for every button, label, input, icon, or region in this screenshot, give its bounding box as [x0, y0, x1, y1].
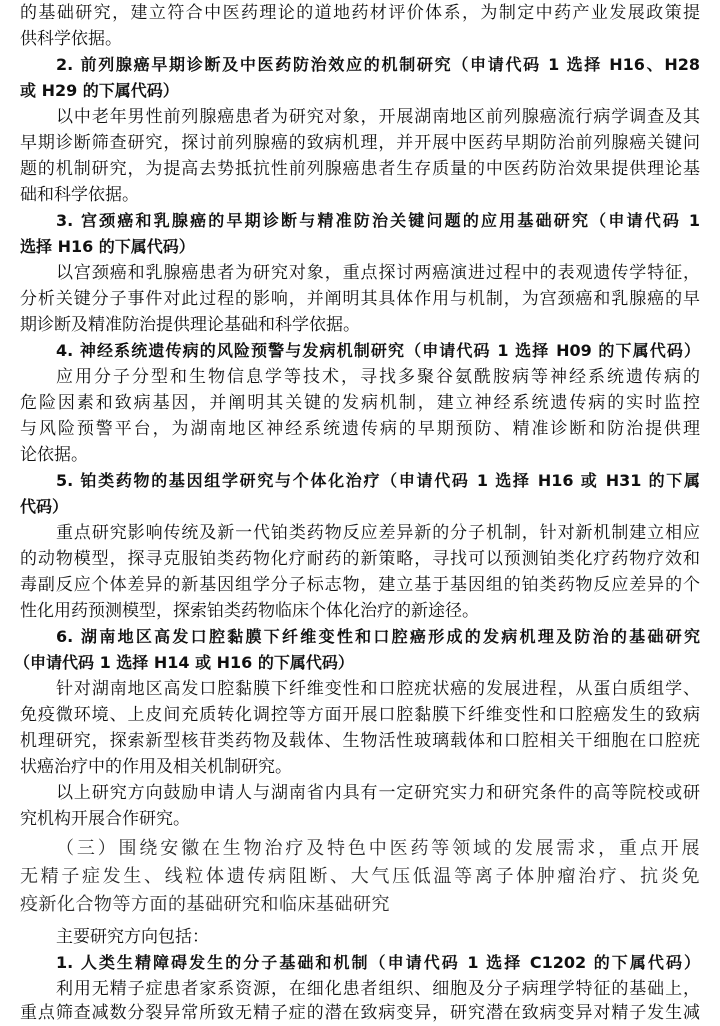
section-heading-2: 2. 前列腺癌早期诊断及中医药防治效应的机制研究（申请代码 1 选择 H16、H28: [56, 55, 700, 74]
section-three-heading-cont: 无精子症发生、线粒体遗传病阻断、大气压低温等离子体肿瘤治疗、抗炎免: [20, 866, 700, 887]
paragraph-line: 以中老年男性前列腺癌患者为研究对象，开展湖南地区前列腺癌流行病学调查及其: [56, 107, 700, 127]
paragraph-line: 以上研究方向鼓励申请人与湖南省内具有一定研究实力和研究条件的高等院校或研: [56, 783, 700, 803]
section-heading-5-cont: 代码）: [20, 497, 69, 516]
paragraph-line: 论依据。: [20, 445, 88, 465]
paragraph-line: 分析关键分子事件对此过程的影响，并阐明其具体作用与机制，为宫颈癌和乳腺癌的早: [20, 289, 700, 309]
paragraph-line: 早期诊断筛查研究，探讨前列腺癌的致病机理，并开展中医药早期防治前列腺癌关键问: [20, 133, 700, 153]
paragraph-line: 应用分子分型和生物信息学等技术，寻找多聚谷氨酰胺病等神经系统遗传病的: [56, 367, 700, 387]
paragraph-line: 题的机制研究，为提高去势抵抗性前列腺癌患者生存质量的中医药防治效果提供理论基: [20, 159, 700, 179]
paragraph-line: 的动物模型，探寻克服铂类药物化疗耐药的新策略，寻找可以预测铂类化疗药物疗效和: [20, 549, 700, 569]
paragraph-line: 机理研究，探索新型核苷类药物及载体、生物活性玻璃载体和口腔相关干细胞在口腔疣: [20, 731, 700, 751]
section-heading-6: 6. 湖南地区高发口腔黏膜下纤维变性和口腔癌形成的发病机理及防治的基础研究: [56, 627, 700, 646]
paragraph-line: 免疫微环境、上皮间充质转化调控等方面开展口腔黏膜下纤维变性和口腔癌发生的致病: [20, 705, 700, 725]
paragraph-line: 性化用药预测模型，探索铂类药物临床个体化治疗的新途径。: [20, 601, 479, 621]
paragraph-line: 础和科学依据。: [20, 185, 139, 205]
paragraph-line: 重点筛查减数分裂异常所致无精子症的潜在致病变异，研究潜在致病变异对精子发生减: [20, 1003, 700, 1023]
section-heading-2-cont: 或 H29 的下属代码）: [20, 81, 179, 100]
paragraph-line: 毒副反应个体差异的新基因组学分子标志物，建立基于基因组的铂类药物反应差异的个: [20, 575, 700, 595]
direction-heading-1: 1. 人类生精障碍发生的分子基础和机制（申请代码 1 选择 C1202 的下属代码）: [56, 953, 700, 972]
section-heading-3: 3. 宫颈癌和乳腺癌的早期诊断与精准防治关键问题的应用基础研究（申请代码 1: [56, 211, 700, 230]
paragraph-line: 与风险预警平台，为湖南地区神经系统遗传病的早期预防、精准诊断和防治提供理: [20, 419, 700, 439]
section-three-heading: （三）围绕安徽在生物治疗及特色中医药等领域的发展需求，重点开展: [56, 838, 700, 859]
paragraph-line: 危险因素和致病基因，并阐明其关键的发病机制，建立神经系统遗传病的实时监控: [20, 393, 700, 413]
paragraph-line: 的基础研究，建立符合中医药理论的道地药材评价体系，为制定中药产业发展政策提: [20, 3, 700, 23]
section-heading-5: 5. 铂类药物的基因组学研究与个体化治疗（申请代码 1 选择 H16 或 H31 的下属: [56, 471, 700, 490]
paragraph-line: 究机构开展合作研究。: [20, 809, 190, 829]
section-heading-6-cont: （申请代码 1 选择 H14 或 H16 的下属代码）: [14, 653, 354, 672]
paragraph-line: 期诊断及精准防治提供理论基础和科学依据。: [20, 315, 360, 335]
research-directions-label: 主要研究方向包括：: [56, 927, 209, 947]
section-heading-3-cont: 选择 H16 的下属代码）: [20, 237, 195, 256]
paragraph-line: 重点研究影响传统及新一代铂类药物反应差异新的分子机制，针对新机制建立相应: [56, 523, 700, 543]
paragraph-line: 状癌治疗中的作用及相关机制研究。: [20, 757, 292, 777]
paragraph-line: 供科学依据。: [20, 29, 122, 49]
paragraph-line: 利用无精子症患者家系资源，在细化患者组织、细胞及分子病理学特征的基础上，: [56, 979, 700, 999]
section-heading-4: 4. 神经系统遗传病的风险预警与发病机制研究（申请代码 1 选择 H09 的下属代码）: [56, 341, 700, 360]
paragraph-line: 以宫颈癌和乳腺癌患者为研究对象，重点探讨两癌演进过程中的表观遗传学特征，: [56, 263, 700, 283]
paragraph-line: 针对湖南地区高发口腔黏膜下纤维变性和口腔疣状癌的发展进程，从蛋白质组学、: [56, 679, 700, 699]
section-three-heading-cont: 疫新化合物等方面的基础研究和临床基础研究: [20, 894, 390, 915]
